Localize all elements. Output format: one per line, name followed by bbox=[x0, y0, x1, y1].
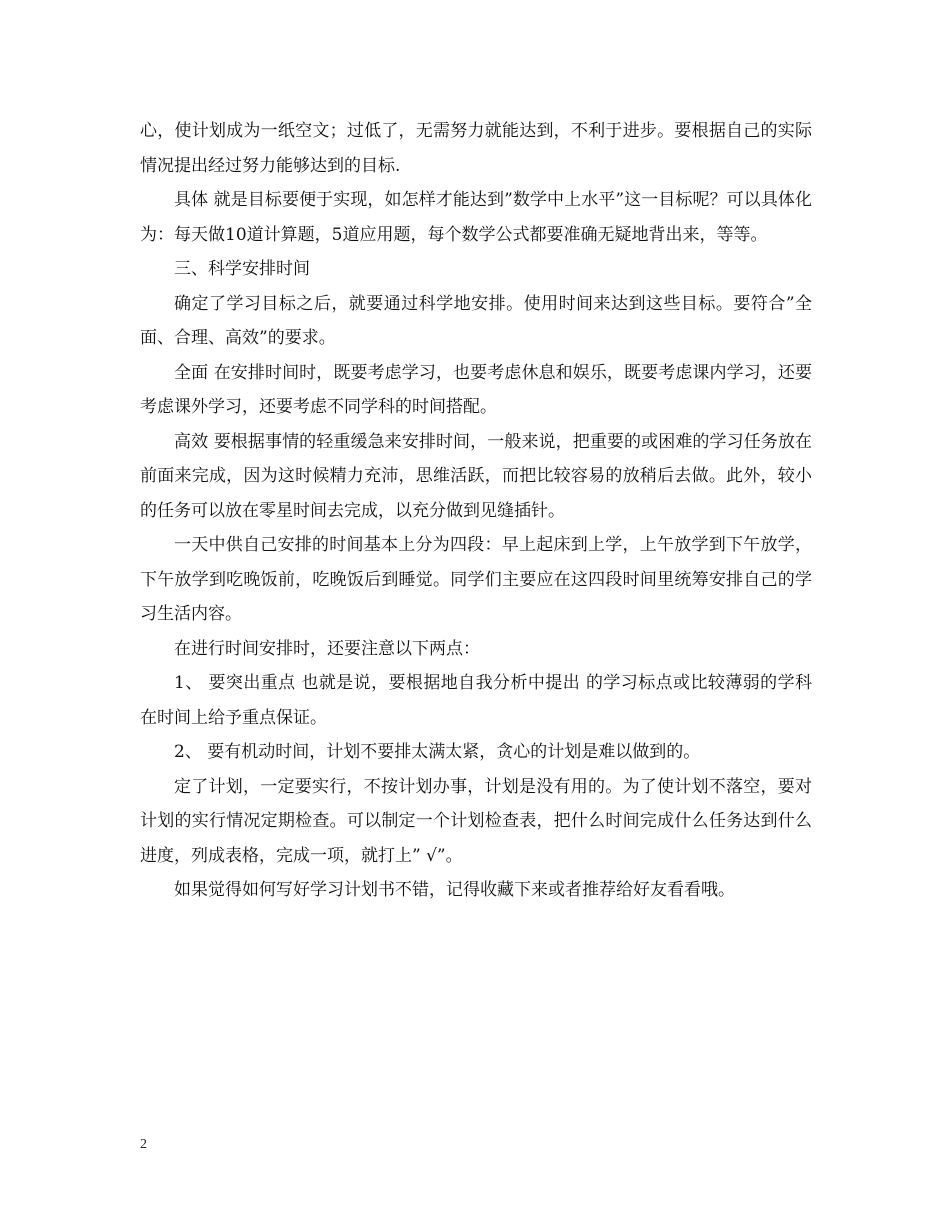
document-body bbox=[140, 114, 812, 908]
paragraph-2: 具体 就是目标要便于实现，如怎样才能达到”数学中上水平”这一目标呢？可以具体化为：每天做10道计算题，5道应用题，每个数学公式都要准确无疑地背出来，等等。 bbox=[140, 190, 812, 245]
paragraph-6: 高效 要根据事情的轻重缓急来安排时间，一般来说，把重要的或困难的学习任务放在前面来完成，因为这时候精力充沛，思维活跃，而把比较容易的放稍后去做。此外，较小的任务可以放在零星时间去完成，以充分做到见缝插针。 bbox=[140, 431, 812, 521]
paragraph-5: 全面 在安排时间时，既要考虑学习，也要考虑休息和娱乐，既要考虑课内学习，还要考虑课外学习，还要考虑不同学科的时间搭配。 bbox=[140, 362, 812, 417]
paragraph-4: 确定了学习目标之后，就要通过科学地安排。使用时间来达到这些目标。要符合”全面、合理、高效”的要求。 bbox=[140, 293, 812, 348]
section-heading: 三、科学安排时间 bbox=[174, 259, 310, 279]
paragraph-7: 一天中供自己安排的时间基本上分为四段：早上起床到上学，上午放学到下午放学，下午放学到吃晚饭前，吃晚饭后到睡觉。同学们主要应在这四段时间里统筹安排自己的学习生活内容。 bbox=[140, 535, 812, 624]
paragraph-12: 如果觉得如何写好学习计划书不错，记得收藏下来或者推荐给好友看看哦。 bbox=[174, 880, 735, 900]
paragraph-11: 定了计划，一定要实行，不按计划办事，计划是没有用的。为了使计划不落空，要对计划的实行情况定期检查。可以制定一个计划检查表，把什么时间完成什么任务达到什么进度，列成表格，完成一项，就打上” √”。 bbox=[140, 776, 812, 866]
list-item-1: 1、 要突出重点 也就是说，要根据地自我分析中提出 的学习标点或比较薄弱的学科在时间上给予重点保证。 bbox=[140, 673, 812, 728]
paragraph-1: 心，使计划成为一纸空文；过低了，无需努力就能达到，不利于进步。要根据自己的实际情况提出经过努力能够达到的目标. bbox=[140, 121, 812, 176]
page-number: 2 bbox=[140, 1137, 147, 1152]
list-item-2: 2、 要有机动时间，计划不要排太满太紧，贪心的计划是难以做到的。 bbox=[174, 742, 701, 762]
paragraph-8: 在进行时间安排时，还要注意以下两点： bbox=[174, 638, 480, 659]
